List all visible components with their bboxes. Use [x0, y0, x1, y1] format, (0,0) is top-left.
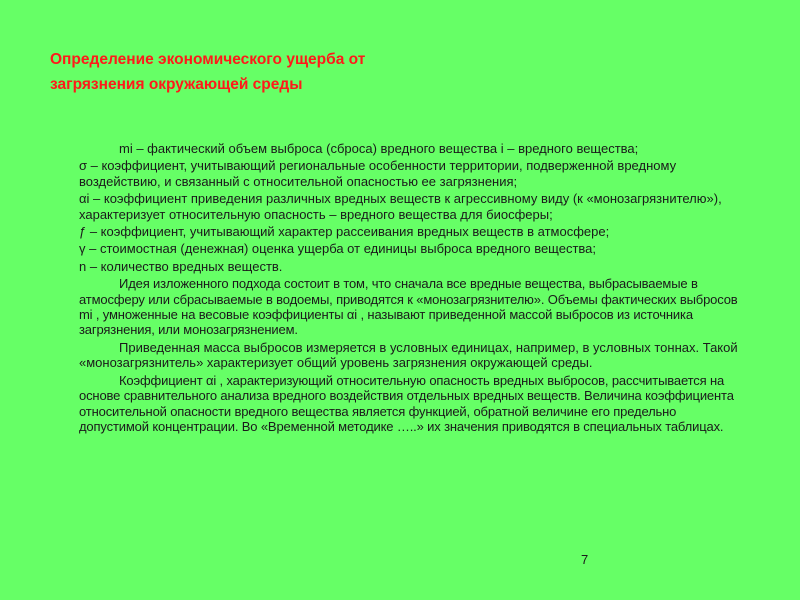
- slide-title: [50, 47, 510, 97]
- definition-mi: mi – фактический объем выброса (сброса) вредного вещества i – вредного вещества;: [119, 141, 639, 156]
- definition-gamma: γ – стоимостная (денежная) оценка ущерба от единицы выброса вредного вещества;: [79, 241, 597, 257]
- definition-f: ƒ – коэффициент, учитывающий характер рассеивания вредных веществ в атмосфере;: [79, 224, 610, 240]
- paragraph-coefficient: Коэффициент αi , характеризующий относительную опасность вредных выбросов, рассчитывается на основе сравнительного анализа вредного воздействия отдельных вредных веществ. Величина коэффициента относительной опасности вредного вещества является функцией, обратной величине его предельно допустимой концентрации. Во «Временной методике …..» их значения приводятся в специальных таблицах.: [79, 372, 734, 434]
- definition-sigma: σ – коэффициент, учитывающий региональные особенности территории, подверженной вредному воздействию, и связанный с относительной опасностью ее загрязнения;: [79, 158, 677, 189]
- definition-alpha: αi – коэффициент приведения различных вредных веществ к агрессивному виду (к «монозагрязнителю»), характеризует относительную опасность – вредного вещества для биосферы;: [79, 191, 722, 222]
- page-number: 7: [581, 552, 589, 567]
- paragraph-idea: Идея изложенного подхода состоит в том, что сначала все вредные вещества, выбрасываемые в атмосферу или сбрасываемые в водоемы, приводятся к «монозагрязнителю». Объемы фактических выбросов mi , умноженные на весовые коэффициенты αi , называют приведенной массой выбросов из источника загрязнения, или монозагрязнением.: [79, 276, 738, 338]
- slide-body: [79, 141, 739, 436]
- definition-n: n – количество вредных веществ.: [79, 258, 283, 274]
- slide-title-line-1: Определение экономического ущерба от: [50, 51, 366, 68]
- slide-title-line-2: загрязнения окружающей среды: [50, 76, 303, 93]
- paragraph-reduced-mass: Приведенная масса выбросов измеряется в условных единицах, например, в условных тоннах. Такой «монозагрязнитель» характеризует общий уровень загрязнения окружающей среды.: [79, 339, 738, 371]
